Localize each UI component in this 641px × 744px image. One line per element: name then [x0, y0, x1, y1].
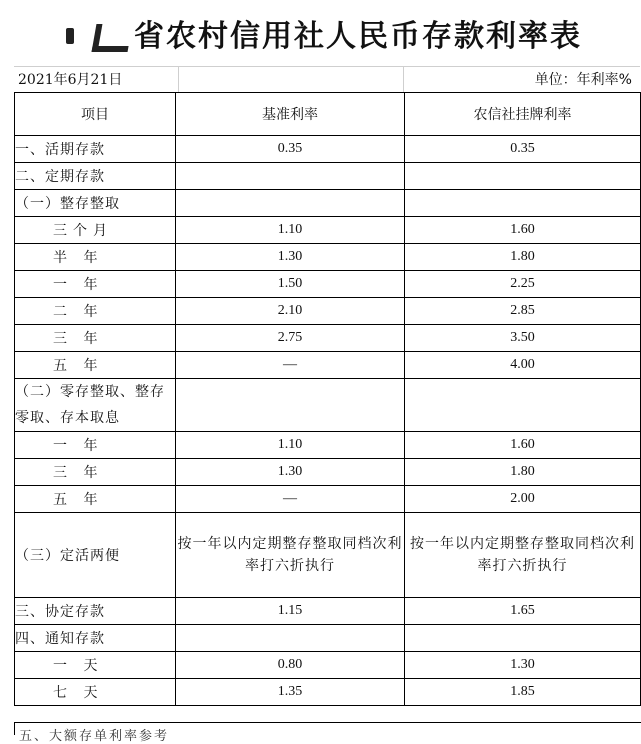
row-listed-rate: 1.60: [405, 432, 641, 459]
row-listed-rate: 2.00: [405, 486, 641, 513]
row-listed-rate: 1.80: [405, 459, 641, 486]
row-base-rate: 按一年以内定期整存整取同档次利率打六折执行: [176, 513, 405, 598]
row-listed-rate: 1.65: [405, 598, 641, 625]
row-item: 三个月: [15, 217, 176, 244]
col-header-item: 项目: [15, 93, 176, 136]
row-item: 三、协定存款: [15, 598, 176, 625]
row-base-rate: 1.15: [176, 598, 405, 625]
row-base-rate: 1.30: [176, 459, 405, 486]
row-base-rate: 0.80: [176, 652, 405, 679]
table-row: [15, 598, 641, 625]
table-header-row: [15, 93, 641, 136]
row-item: 一、活期存款: [15, 136, 176, 163]
row-base-rate: 2.10: [176, 298, 405, 325]
row-listed-rate: [405, 163, 641, 190]
subheader-row: [14, 66, 640, 93]
row-item: 五 年: [15, 352, 176, 379]
unit-label: 单位：年利率%: [534, 72, 632, 88]
table-row: [15, 352, 641, 379]
row-listed-rate: 1.80: [405, 244, 641, 271]
row-item: 二、定期存款: [15, 163, 176, 190]
table-row: [15, 136, 641, 163]
table-row: [15, 271, 641, 298]
row-item: 一 年: [15, 432, 176, 459]
table-row: [15, 459, 641, 486]
row-item: 一 年: [15, 271, 176, 298]
row-base-rate: 1.35: [176, 679, 405, 706]
rate-table: [14, 92, 641, 706]
row-item: （三）定活两便: [15, 513, 176, 598]
page-title: [0, 0, 640, 66]
table-row: [15, 298, 641, 325]
row-listed-rate: 按一年以内定期整存整取同档次利率打六折执行: [405, 513, 641, 598]
row-base-rate: 0.35: [176, 136, 405, 163]
row-listed-rate: 1.85: [405, 679, 641, 706]
cutoff-row: [14, 722, 641, 744]
col-header-listed-rate: 农信社挂牌利率: [405, 93, 641, 136]
row-base-rate: 1.10: [176, 217, 405, 244]
title-text: 省农村信用社人民币存款利率表: [134, 19, 582, 54]
row-item: 半 年: [15, 244, 176, 271]
col-header-base-rate: 基准利率: [176, 93, 405, 136]
row-listed-rate: 1.60: [405, 217, 641, 244]
row-item: 五 年: [15, 486, 176, 513]
row-base-rate: [176, 625, 405, 652]
row-item: 七 天: [15, 679, 176, 706]
cutoff-row-text: 五、大额存单利率参考: [19, 729, 170, 744]
row-item: （二）零存整取、整存零取、存本取息: [15, 379, 176, 432]
table-row: [15, 217, 641, 244]
row-listed-rate: 3.50: [405, 325, 641, 352]
row-base-rate: [176, 190, 405, 217]
table-row: [15, 432, 641, 459]
table-row: [15, 652, 641, 679]
title-obscured-region: [58, 18, 132, 48]
table-row: [15, 244, 641, 271]
row-base-rate: [176, 379, 405, 432]
table-row: [15, 625, 641, 652]
row-base-rate: [176, 163, 405, 190]
table-row: [15, 486, 641, 513]
row-item: （一）整存整取: [15, 190, 176, 217]
row-listed-rate: 2.85: [405, 298, 641, 325]
row-listed-rate: 2.25: [405, 271, 641, 298]
row-listed-rate: [405, 625, 641, 652]
table-row: [15, 190, 641, 217]
row-item: 三 年: [15, 459, 176, 486]
row-item: 一 天: [15, 652, 176, 679]
table-row: [15, 325, 641, 352]
row-item: 二 年: [15, 298, 176, 325]
row-base-rate: 1.30: [176, 244, 405, 271]
row-base-rate: 2.75: [176, 325, 405, 352]
row-listed-rate: 0.35: [405, 136, 641, 163]
table-date: 2021年6月21日: [14, 67, 179, 93]
subheader-blank-cell: [175, 67, 404, 93]
row-base-rate: —: [176, 486, 405, 513]
row-listed-rate: 1.30: [405, 652, 641, 679]
table-row: [15, 679, 641, 706]
row-listed-rate: [405, 190, 641, 217]
row-base-rate: 1.10: [176, 432, 405, 459]
table-row: [15, 513, 641, 598]
table-row: [15, 379, 641, 432]
row-listed-rate: [405, 379, 641, 432]
row-base-rate: 1.50: [176, 271, 405, 298]
row-item: 三 年: [15, 325, 176, 352]
row-base-rate: —: [176, 352, 405, 379]
row-listed-rate: 4.00: [405, 352, 641, 379]
row-item: 四、通知存款: [15, 625, 176, 652]
table-row: [15, 163, 641, 190]
